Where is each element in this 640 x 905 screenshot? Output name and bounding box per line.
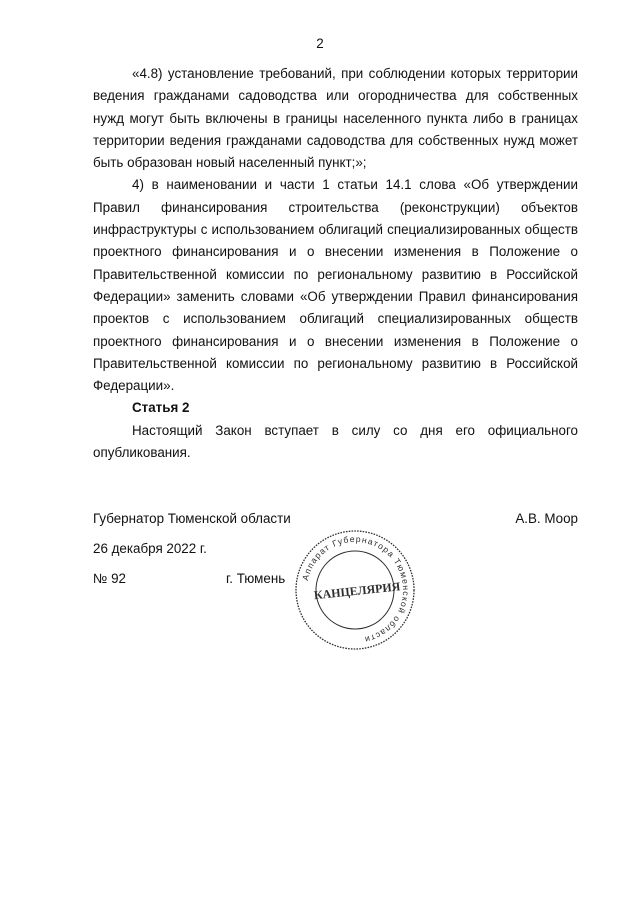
paragraph-4-8: «4.8) установление требований, при соблюдении которых территории ведения гражданами садоводства или огородничества для собственных нужд могут быть включены в границы населенного пункта либо в границах территории ведения гражданами садоводства для собственных нужд может быть образован новый населенный пункт;»; bbox=[93, 66, 578, 171]
article-text bbox=[93, 420, 578, 465]
article-paragraph: Настоящий Закон вступает в силу со дня его официального опубликования. bbox=[93, 423, 578, 461]
seal-outer-text: Аппарат Губернатора Тюменской области bbox=[299, 533, 412, 646]
document-city: г. Тюмень bbox=[226, 571, 286, 586]
official-seal bbox=[293, 528, 417, 652]
body-text bbox=[93, 63, 578, 397]
document-date: 26 декабря 2022 г. bbox=[93, 541, 207, 556]
page-number: 2 bbox=[316, 36, 324, 51]
article-heading: Статья 2 bbox=[132, 400, 190, 415]
paragraph-item-4: 4) в наименовании и части 1 статьи 14.1 слова «Об утверждении Правил финансирования строительства (реконструкции) объектов инфраструктуры с использованием облигаций специализированных обществ проектного финансирования и о внесении изменения в Положение о Правительственной комиссии по региональному развитию в Российской Федерации» заменить словами «Об утверждении Правил финансирования проектов с использованием облигаций специализированных обществ проектного финансирования и о внесении изменения в Положение о Правительственной комиссии по региональному развитию в Российской Федерации». bbox=[93, 177, 578, 394]
signature-name: А.В. Моор bbox=[515, 511, 578, 526]
signature-position: Губернатор Тюменской области bbox=[93, 511, 291, 526]
document-number: № 92 bbox=[93, 571, 126, 586]
seal-center-text: КАНЦЕЛЯРИЯ bbox=[313, 579, 402, 603]
